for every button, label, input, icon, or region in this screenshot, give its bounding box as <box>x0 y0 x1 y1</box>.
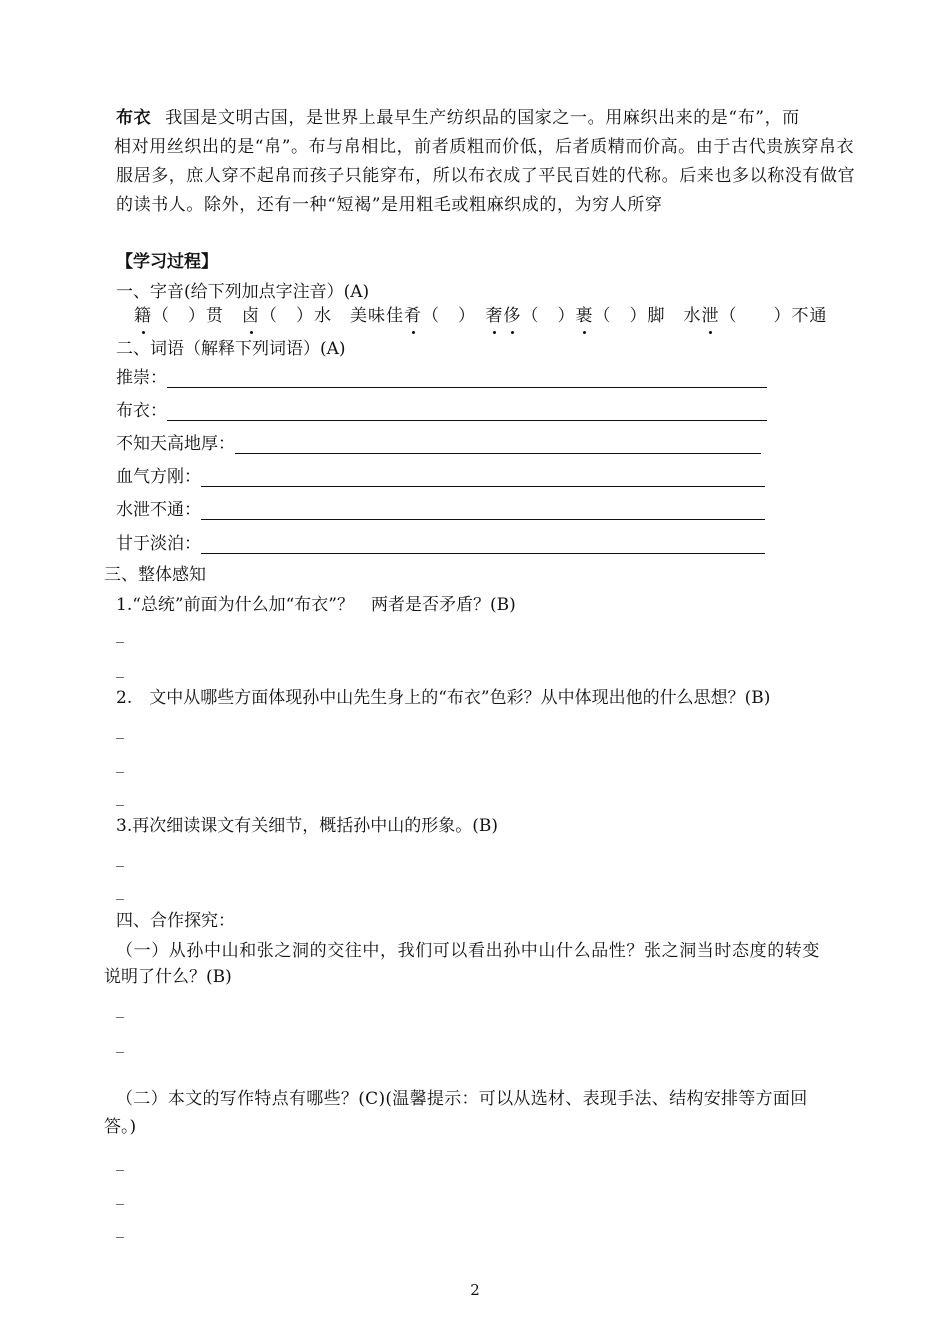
s3-question-3: 3.再次细读课文有关细节，概括孙中山的形象。(B) <box>116 816 498 836</box>
page-number: 2 <box>470 1281 480 1299</box>
intro-line-4: 的读书人。除外，还有一种“短褐”是用粗毛或粗麻织成的，为穷人所穿 <box>116 195 663 215</box>
vocab-row-xueqifanggang <box>116 463 765 487</box>
s3-heading: 三、整体感知 <box>104 565 206 585</box>
vocab-term: 不知天高地厚： <box>116 434 235 454</box>
answer-line[interactable]: _ <box>116 720 124 739</box>
s4-question-2-line-2: 答。) <box>104 1117 137 1137</box>
answer-line[interactable] <box>167 369 767 388</box>
dotted-char-lu: 卤 <box>242 306 260 326</box>
s4-question-1-line-2: 说明了什么？(B) <box>104 967 232 987</box>
s4-question-2-line-1: （二）本文的写作特点有哪些？(C)(温馨提示：可以从选材、表现手法、结构安排等方面回 <box>116 1089 808 1109</box>
intro-line-2: 相对用丝织出的是“帛”。布与帛相比，前者质粗而价低，后者质精而价高。由于古代贵族穿帛衣 <box>114 137 855 157</box>
s4-question-1-line-1: （一）从孙中山和张之洞的交往中，我们可以看出孙中山什么品性？张之洞当时态度的转变 <box>116 941 820 961</box>
answer-line[interactable] <box>167 402 767 421</box>
intro-line-1: 布衣 我国是文明古国，是世界上最早生产纺织品的国家之一。用麻织出来的是“布”，而 <box>116 108 800 128</box>
process-heading: 【学习过程】 <box>116 252 218 272</box>
answer-line[interactable]: _ <box>116 999 124 1018</box>
answer-line[interactable] <box>201 501 765 520</box>
vocab-term: 布衣： <box>116 401 167 421</box>
answer-line[interactable]: _ <box>116 848 124 867</box>
vocab-term: 甘于淡泊： <box>116 534 201 554</box>
vocab-term: 水泄不通： <box>116 500 201 520</box>
dotted-char-ji: 籍 <box>134 306 152 326</box>
vocab-term: 血气方刚： <box>116 467 201 487</box>
dotted-char-yao: 肴 <box>404 306 422 326</box>
answer-line[interactable]: _ <box>116 1034 124 1053</box>
answer-line[interactable] <box>235 435 761 454</box>
intro-paragraph <box>116 104 872 220</box>
s1-heading: 一、字音(给下列加点字注音）(A) <box>116 282 370 302</box>
dotted-char-xie: 泄 <box>701 306 720 326</box>
answer-line[interactable]: _ <box>116 1219 124 1238</box>
answer-line[interactable] <box>201 535 765 554</box>
dotted-char-she: 奢 <box>485 306 504 326</box>
answer-line[interactable] <box>201 468 765 487</box>
answer-line[interactable]: _ <box>116 1186 124 1205</box>
intro-line-3: 服居多，庶人穿不起帛而孩子只能穿布，所以布衣成了平民百姓的代称。后来也多以称没有做官 <box>116 166 856 186</box>
dotted-char-guo: 裹 <box>575 306 594 326</box>
vocab-term: 推崇： <box>116 368 167 388</box>
s3-question-1: 1.“总统”前面为什么加“布衣”？ 两者是否矛盾？(B) <box>116 595 516 615</box>
answer-line[interactable]: _ <box>116 624 124 643</box>
s2-heading: 二、词语（解释下列词语）(A) <box>116 339 346 359</box>
answer-line[interactable]: _ <box>116 1152 124 1171</box>
pronunciation-row: 籍（ ）贯 卤（ ）水 美味佳肴（ ） 奢侈（ ）裹（ ）脚 水泄（ ）不通 <box>134 306 828 326</box>
vocab-row-buyi <box>116 397 767 421</box>
vocab-row-ganyudanbo <box>116 530 765 554</box>
answer-line[interactable]: _ <box>116 787 124 806</box>
answer-line[interactable]: _ <box>116 754 124 773</box>
s4-heading: 四、合作探究： <box>116 911 235 931</box>
vocab-row-tiangaodihou <box>116 430 761 454</box>
answer-line[interactable]: _ <box>116 659 124 678</box>
intro-term: 布衣 <box>116 108 152 128</box>
s3-question-2: 2. 文中从哪些方面体现孙中山先生身上的“布衣”色彩？从中体现出他的什么思想？(B) <box>116 688 771 708</box>
dotted-char-chi: 侈 <box>503 306 522 326</box>
answer-line[interactable]: _ <box>116 881 124 900</box>
vocab-row-shuixiebutong <box>116 496 765 520</box>
vocab-row-tuichong <box>116 364 767 388</box>
